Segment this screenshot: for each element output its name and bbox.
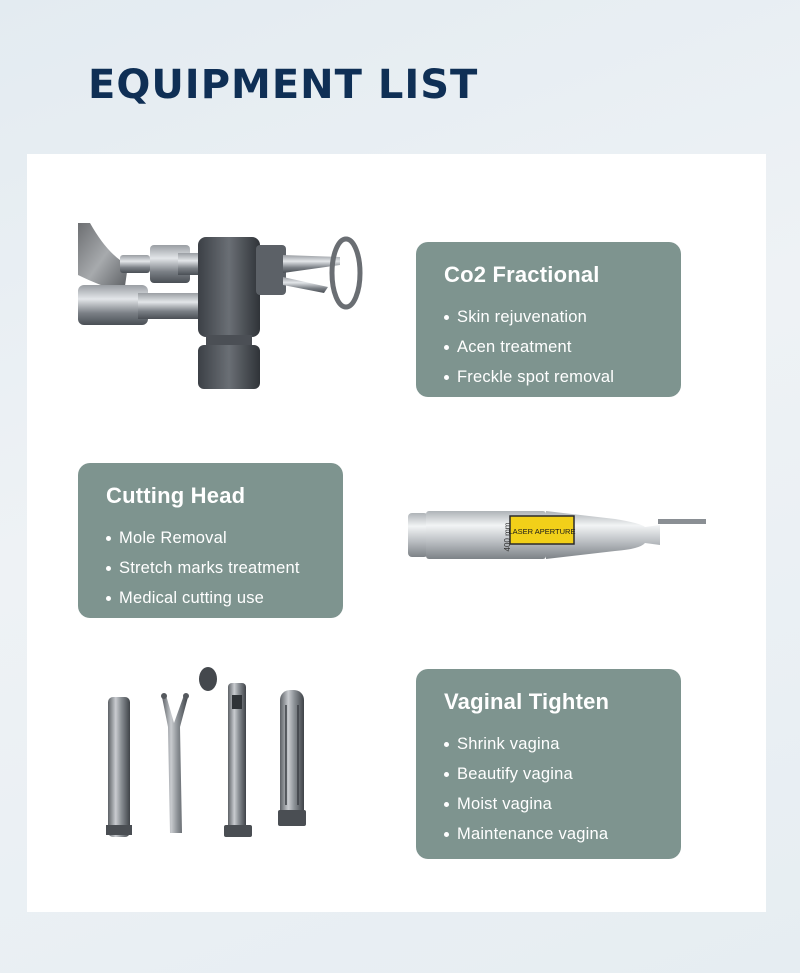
list-item: Mole Removal <box>106 523 319 553</box>
laser-aperture-label: LASER APERTURE <box>508 527 576 536</box>
co2-fractional-handpiece-image <box>78 215 368 400</box>
card-title: Co2 Fractional <box>444 262 600 287</box>
bullet-icon <box>444 742 449 747</box>
co2-fractional-card <box>416 242 681 397</box>
list-item: Skin rejuvenation <box>444 302 657 332</box>
list-item: Beautify vagina <box>444 759 657 789</box>
bullet-icon <box>106 596 111 601</box>
list-item: Shrink vagina <box>444 729 657 759</box>
bullet-icon <box>444 772 449 777</box>
list-item: Freckle spot removal <box>444 362 657 392</box>
bullet-icon <box>444 832 449 837</box>
card-title: Cutting Head <box>106 483 246 508</box>
bullet-icon <box>444 345 449 350</box>
cutting-head-card <box>78 463 343 618</box>
list-item: Acen treatment <box>444 332 657 362</box>
card-title: Vaginal Tighten <box>444 689 610 714</box>
bullet-icon <box>444 315 449 320</box>
feature-list <box>106 523 319 613</box>
engraving-label: 400 mm <box>503 522 512 552</box>
bullet-icon <box>444 802 449 807</box>
bullet-icon <box>444 375 449 380</box>
list-item: Medical cutting use <box>106 583 319 613</box>
vaginal-probes-image <box>100 665 320 855</box>
list-item: Moist vagina <box>444 789 657 819</box>
bullet-icon <box>106 566 111 571</box>
vaginal-tighten-card <box>416 669 681 859</box>
page-title: EQUIPMENT LIST <box>88 62 479 108</box>
feature-list <box>444 302 657 392</box>
bullet-icon <box>106 536 111 541</box>
feature-list <box>444 729 657 849</box>
list-item: Stretch marks treatment <box>106 553 319 583</box>
cutting-head-image <box>400 505 710 575</box>
list-item: Maintenance vagina <box>444 819 657 849</box>
